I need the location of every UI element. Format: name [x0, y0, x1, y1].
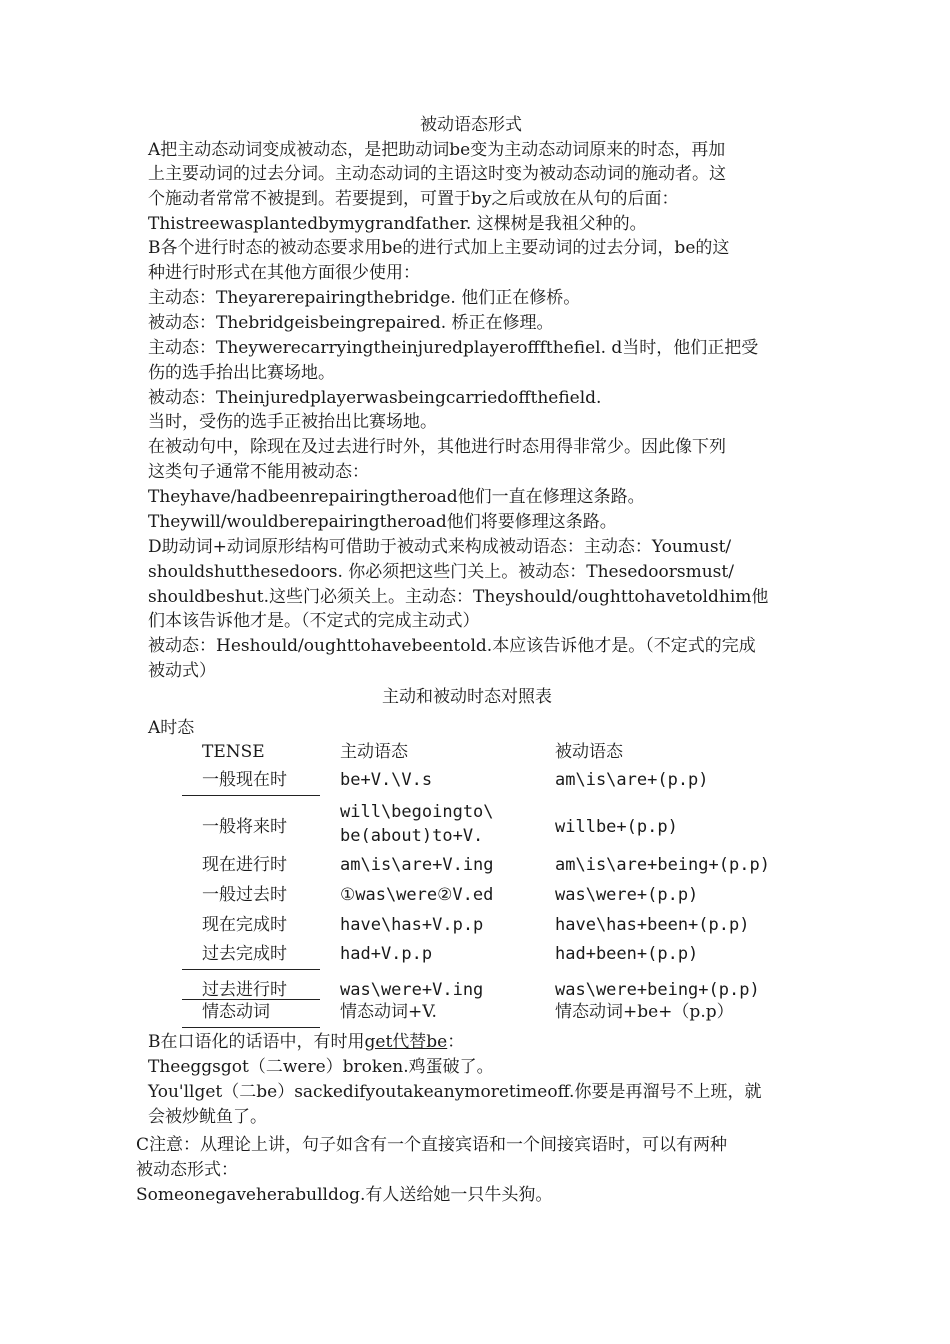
table-title: 主动和被动时态对照表	[382, 687, 552, 707]
table-rule	[182, 969, 320, 970]
body-line: 被动态：Theinjuredplayerwasbeingcarriedoffthefield.	[148, 388, 602, 408]
active-cell: am\is\are+V.ing	[340, 855, 494, 875]
table-rule	[182, 1027, 320, 1028]
active-cell: ①was\were②V.ed	[340, 885, 494, 905]
body-line: 主动态：Theywerecarryingtheinjuredplayerofffthefiel. d当时，他们正把受	[148, 338, 759, 358]
body-line: 这类句子通常不能用被动态：	[148, 462, 369, 482]
active-cell: have\has+V.p.p	[340, 915, 484, 935]
body-line: shouldshutthesedoors. 你必须把这些门关上。被动态：Thesedoorsmust/	[148, 562, 734, 582]
tense-cell: 过去完成时	[202, 944, 287, 964]
section-b-underlined: get代替be	[364, 1032, 448, 1052]
body-line: D助动词+动词原形结构可借助于被动式来构成被动语态：主动态：Youmust/	[148, 537, 732, 557]
active-cell: be+V.\V.s	[340, 770, 433, 790]
body-line: 们本该告诉他才是。（不定式的完成主动式）	[148, 611, 480, 631]
passive-cell: 情态动词+be+（p.p）	[555, 1002, 734, 1022]
active-cell-line2: be(about)to+V.	[340, 826, 484, 846]
body-line: 被动态形式：	[136, 1160, 238, 1180]
body-line: 被动态：Heshould/oughttohavebeentold.本应该告诉他才是。（不定式的完成	[148, 636, 756, 656]
body-line: 上主要动词的过去分词。主动态动词的主语这时变为被动态动词的施动者。这	[148, 164, 726, 184]
body-line: You'llget（二be）sackedifyoutakeanymoretimeoff.你要是再溜号不上班，就	[148, 1082, 762, 1102]
table-header-tense: TENSE	[202, 742, 265, 762]
body-line: 被动式）	[148, 661, 216, 681]
passive-cell: was\were+being+(p.p)	[555, 980, 760, 1000]
section-a-heading: A时态	[148, 718, 195, 738]
table-header-passive: 被动语态	[555, 742, 623, 762]
body-line: Someonegaveherabulldog.有人送给她一只牛头狗。	[136, 1185, 553, 1205]
body-line: 种进行时形式在其他方面很少使用：	[148, 263, 420, 283]
passive-cell: am\is\are+(p.p)	[555, 770, 709, 790]
table-rule	[182, 795, 320, 796]
tense-cell: 一般现在时	[202, 770, 287, 790]
table-header-active: 主动语态	[340, 742, 408, 762]
tense-cell: 现在完成时	[202, 915, 287, 935]
passive-cell: had+been+(p.p)	[555, 944, 699, 964]
body-line: 主动态：Theyarerepairingthebridge. 他们正在修桥。	[148, 288, 581, 308]
section-b-prefix: B在口语化的话语中，有时用	[148, 1032, 365, 1052]
active-cell: was\were+V.ing	[340, 980, 484, 1000]
body-line: shouldbeshut.这些门必须关上。主动态：Theyshould/oughttohavetoldhim他	[148, 587, 769, 607]
body-line: 个施动者常常不被提到。若要提到，可置于by之后或放在从句的后面：	[148, 189, 679, 209]
body-line: Theyhave/hadbeenrepairingtheroad他们一直在修理这条路。	[148, 487, 645, 507]
active-cell: 情态动词+V.	[340, 1002, 437, 1022]
body-line: 伤的选手抬出比赛场地。	[148, 363, 335, 383]
body-line: 被动态：Thebridgeisbeingrepaired. 桥正在修理。	[148, 313, 554, 333]
section-b-suffix: ：	[447, 1032, 465, 1052]
passive-cell: am\is\are+being+(p.p)	[555, 855, 770, 875]
passive-cell: was\were+(p.p)	[555, 885, 699, 905]
body-line: 会被炒鱿鱼了。	[148, 1107, 267, 1127]
section-b-heading	[148, 1030, 464, 1054]
body-line: A把主动态动词变成被动态，是把助动词be变为主动态动词原来的时态，再加	[148, 140, 726, 160]
active-cell: had+V.p.p	[340, 944, 433, 964]
tense-cell: 一般过去时	[202, 885, 287, 905]
body-line: Theywill/wouldberepairingtheroad他们将要修理这条路。	[148, 512, 617, 532]
body-line: C注意：从理论上讲，句子如含有一个直接宾语和一个间接宾语时，可以有两种	[136, 1135, 728, 1155]
body-line: 当时，受伤的选手正被抬出比赛场地。	[148, 412, 437, 432]
body-line: Thistreewasplantedbymygrandfather. 这棵树是我祖父种的。	[148, 214, 647, 234]
tense-cell: 现在进行时	[202, 855, 287, 875]
tense-cell: 一般将来时	[202, 817, 287, 837]
tense-cell: 过去进行时	[202, 980, 287, 1000]
active-cell: will\begoingto\	[340, 802, 494, 822]
passive-cell: have\has+been+(p.p)	[555, 915, 750, 935]
page-title: 被动语态形式	[420, 115, 522, 135]
body-line: Theeggsgot（二were）broken.鸡蛋破了。	[148, 1057, 494, 1077]
passive-cell: willbe+(p.p)	[555, 817, 678, 837]
tense-cell: 情态动词	[202, 1002, 270, 1022]
body-line: B各个进行时态的被动态要求用be的进行式加上主要动词的过去分词，be的这	[148, 238, 730, 258]
body-line: 在被动句中，除现在及过去进行时外，其他进行时态用得非常少。因此像下列	[148, 437, 726, 457]
